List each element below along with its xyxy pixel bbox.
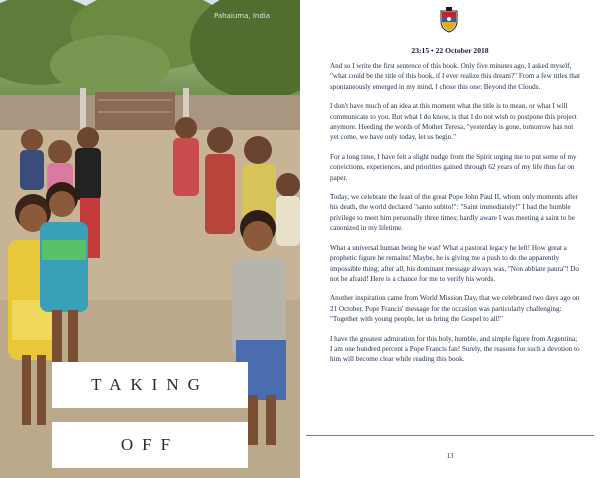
paragraph: And so I write the first sentence of this book. Only five minutes ago, I asked myself, "what could be the title of this book, if I ever realize this dream?" From a few titles that spontaneously emerged in my mind, I chose this one: Beyond the Clouds. [330,62,580,91]
paragraph: What a universal human being he was! What a pastoral legacy he left! How great a prophetic figure he remains! Maybe, he is giving me a push to do the apparently impossible thing; after all, his dominant message always was, "Non abbiate paura"! Do not be afraid! Here is a chance for me to verify his words. [330,243,579,283]
coat-of-arms-icon [438,7,460,33]
paragraph: Another inspiration came from World Mission Day, that we celebrated two days ago on 21 October. Pope Francis' message for the occasion was particularly challenging: "Together with young people, let us bring the Gospel to all!" [330,294,580,324]
text-page [300,0,600,478]
title-line-2: OFF [52,422,248,468]
photo-caption: Pahaiuma, India [213,12,270,20]
page-number: 13 [446,452,454,460]
paragraph: Today, we celebrate the feast of the great Pope John Paul II, whom only moments after his death, the world declared "santo subito!": "Saint immediately!" I had the humble privilege to meet him personally three times; hardly aware I was meeting a saint to be canonized in my lifetime. [330,193,578,233]
paragraph: I have the greatest admiration for this holy, humble, and simple figure from Argentina; I am one hundred percent a Pope Francis fan! Surely, the reasons for such a devotion to him will become clear while reading this book. [330,334,580,364]
bottom-rule [306,435,594,436]
body-text [330,61,580,374]
paragraph: For a long time, I have felt a slight nudge from the Spirit urging me to put some of my convictions, experiences, and priorities gained through 62 years of my life thus far on paper. [330,152,577,182]
paragraph: I don't have much of an idea at this moment what the title is to mean, or what I will communicate to you. But what I do know, is that I do not wish to postpone this project anymore. Heeding the words of Mother Teresa, "yesterday is gone, tomorrow has not yet come, we have only today, let us begin." [330,102,577,142]
dateline: 23:15 • 22 October 2018 [411,46,489,55]
title-line-1: TAKING [52,362,248,408]
